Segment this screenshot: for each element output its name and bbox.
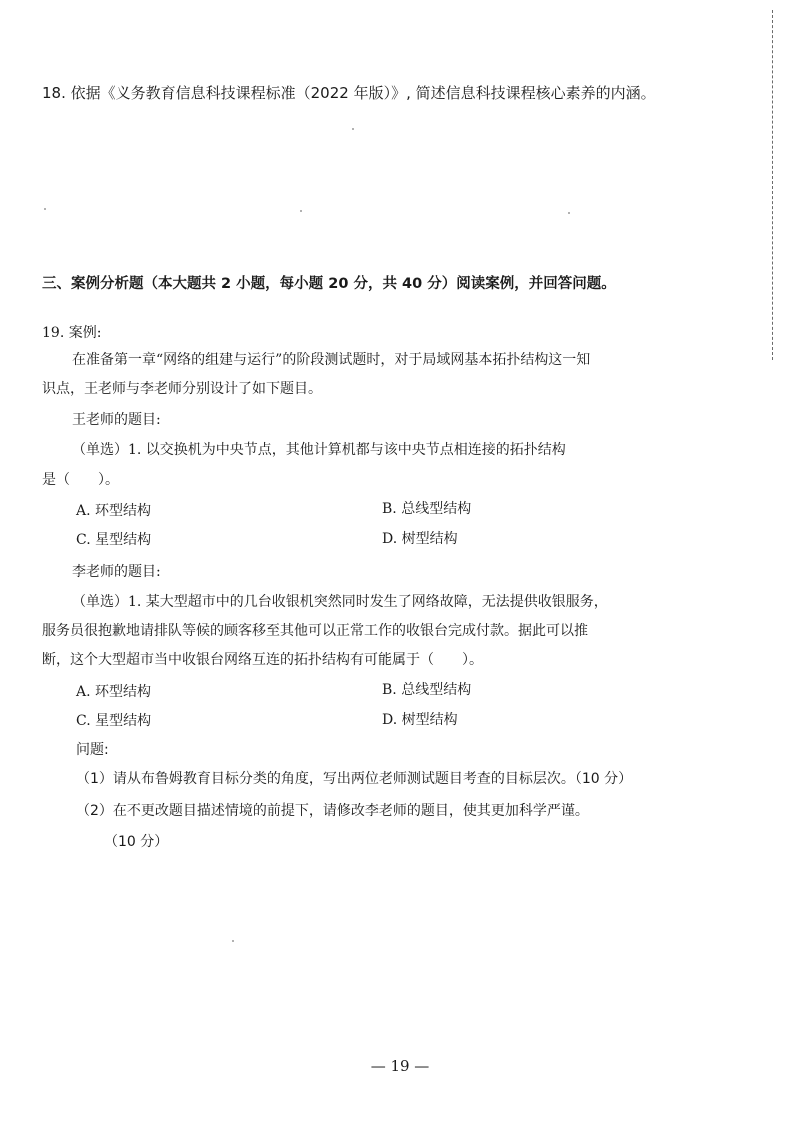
wang-option-c: C. 星型结构 bbox=[76, 532, 152, 548]
li-stem-line-3: 断，这个大型超市当中收银台网络互连的拓扑结构有可能属于（ ）。 bbox=[42, 652, 483, 668]
scan-speck bbox=[232, 940, 234, 942]
case-intro-line-2: 识点，王老师与李老师分别设计了如下题目。 bbox=[42, 381, 322, 397]
wang-option-a: A. 环型结构 bbox=[76, 503, 152, 519]
wang-stem-line-2: 是（ ）。 bbox=[42, 472, 119, 488]
question-19-label: 19. 案例: bbox=[42, 325, 102, 341]
questions-title: 问题: bbox=[76, 742, 109, 758]
question-item-2-line-1: （2）在不更改题目描述情境的前提下，请修改李老师的题目，使其更加科学严谨。 bbox=[76, 803, 589, 819]
li-option-d: D. 树型结构 bbox=[382, 712, 458, 728]
wang-title: 王老师的题目: bbox=[72, 412, 161, 428]
li-title: 李老师的题目: bbox=[72, 564, 161, 580]
li-stem-line-2: 服务员很抱歉地请排队等候的顾客移至其他可以正常工作的收银台完成付款。据此可以推 bbox=[42, 623, 588, 639]
wang-stem-line-1: （单选）1. 以交换机为中央节点，其他计算机都与该中央节点相连接的拓扑结构 bbox=[72, 442, 566, 458]
question-18-text: 18. 依据《义务教育信息科技课程标准（2022 年版）》, 简述信息科技课程核心素养的内涵。 bbox=[42, 84, 656, 102]
case-intro-line-1: 在准备第一章“网络的组建与运行”的阶段测试题时，对于局域网基本拓扑结构这一知 bbox=[72, 352, 591, 368]
li-stem-line-1: （单选）1. 某大型超市中的几台收银机突然同时发生了网络故障，无法提供收银服务， bbox=[72, 594, 608, 610]
scan-speck bbox=[44, 208, 46, 210]
wang-option-b: B. 总线型结构 bbox=[382, 501, 472, 517]
li-option-a: A. 环型结构 bbox=[76, 684, 152, 700]
section-3-heading: 三、案例分析题（本大题共 2 小题，每小题 20 分，共 40 分）阅读案例，并回答问题。 bbox=[42, 276, 616, 292]
wang-option-d: D. 树型结构 bbox=[382, 531, 458, 547]
li-option-b: B. 总线型结构 bbox=[382, 682, 472, 698]
question-item-1: （1）请从布鲁姆教育目标分类的角度，写出两位老师测试题目考查的目标层次。（10 分） bbox=[76, 771, 633, 787]
scan-speck bbox=[300, 210, 302, 212]
margin-rule bbox=[772, 10, 773, 360]
question-item-2-line-2: （10 分） bbox=[104, 834, 169, 850]
li-option-c: C. 星型结构 bbox=[76, 713, 152, 729]
scan-speck bbox=[568, 212, 570, 214]
page-number: — 19 — bbox=[370, 1057, 430, 1075]
scan-speck bbox=[352, 128, 354, 130]
